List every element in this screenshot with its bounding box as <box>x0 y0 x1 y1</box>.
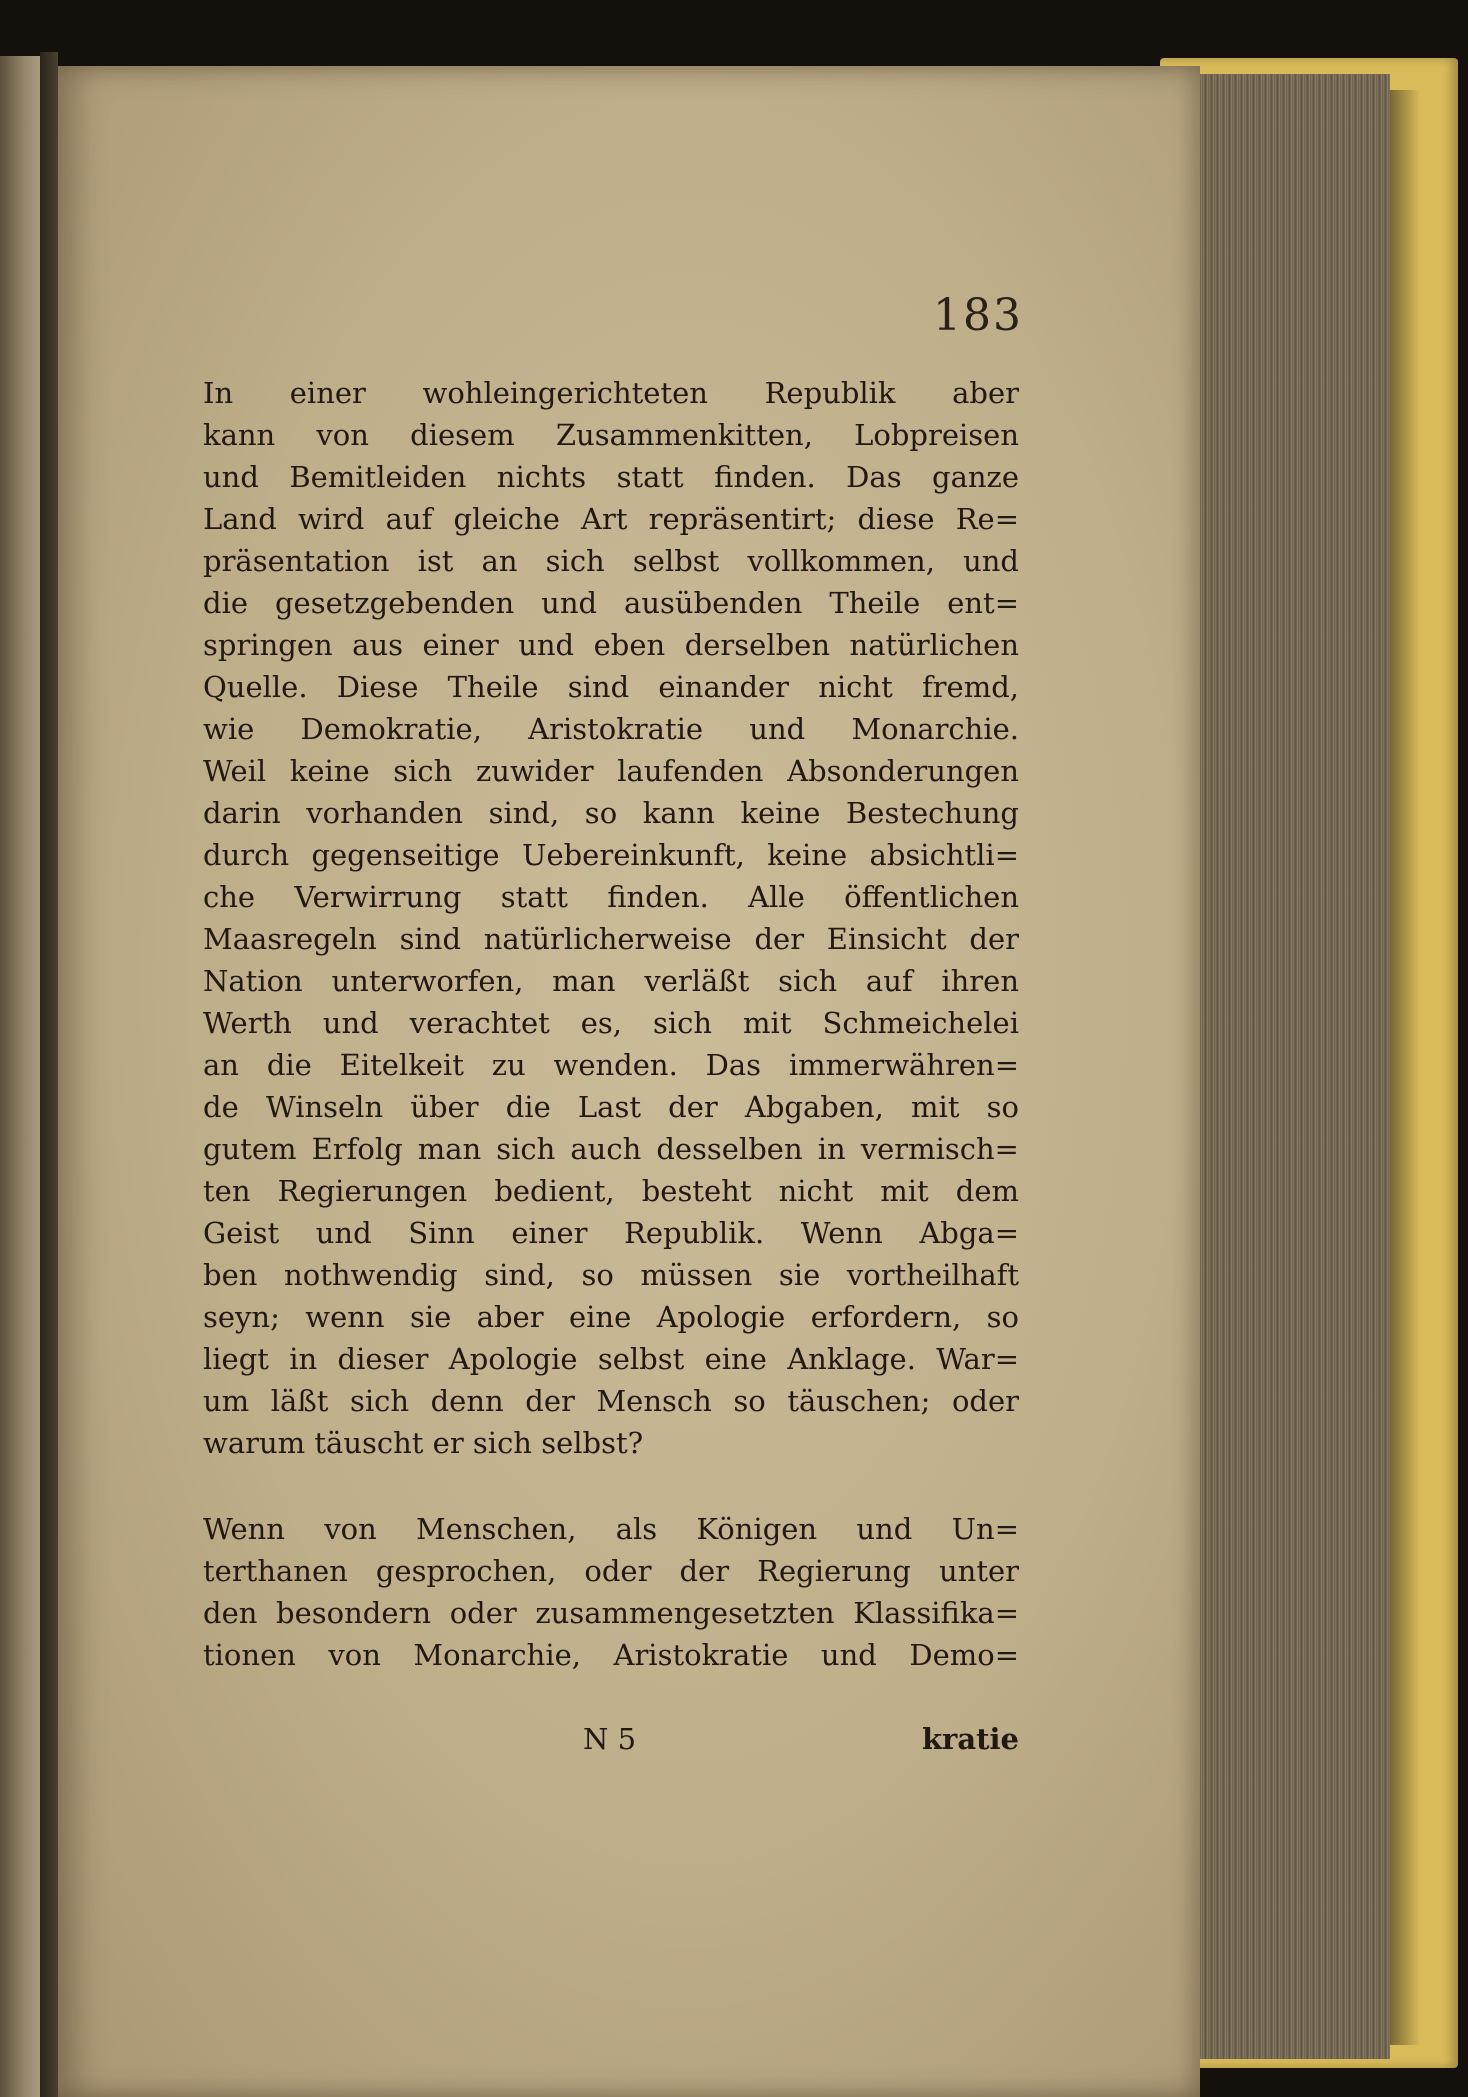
text-line: che Verwirrung statt finden. Alle öffentlichen <box>203 880 1019 914</box>
text-line: seyn; wenn sie aber eine Apologie erfordern, so <box>203 1300 1019 1334</box>
text-line: wie Demokratie, Aristokratie und Monarchie. <box>203 712 1019 746</box>
book-page <box>58 66 1200 2097</box>
text-line: kann von diesem Zusammenkitten, Lobpreisen <box>203 418 1019 452</box>
text-line: Werth und verachtet es, sich mit Schmeichelei <box>203 1006 1019 1040</box>
page-number: 183 <box>933 290 1023 341</box>
text-line: ben nothwendig sind, so müssen sie vortheilhaft <box>203 1258 1019 1292</box>
text-line: um läßt sich denn der Mensch so täuschen; oder <box>203 1384 1019 1418</box>
fore-edge-shadow <box>1390 90 1420 2045</box>
text-line: darin vorhanden sind, so kann keine Bestechung <box>203 796 1019 830</box>
book-gutter <box>40 52 58 2097</box>
text-line: präsentation ist an sich selbst vollkommen, und <box>203 544 1019 578</box>
signature-mark: N 5 <box>583 1722 637 1756</box>
catchword: kratie <box>921 1722 1019 1756</box>
text-line: an die Eitelkeit zu wenden. Das immerwähren= <box>203 1048 1019 1082</box>
text-line: Land wird auf gleiche Art repräsentirt; diese Re= <box>203 502 1019 536</box>
text-line: Nation unterworfen, man verläßt sich auf ihren <box>203 964 1019 998</box>
text-line: gutem Erfolg man sich auch desselben in vermisch= <box>203 1132 1019 1166</box>
text-line: Weil keine sich zuwider laufenden Absonderungen <box>203 754 1019 788</box>
text-line: Quelle. Diese Theile sind einander nicht fremd, <box>203 670 1019 704</box>
text-line: den besondern oder zusammengesetzten Klassifika= <box>203 1596 1019 1630</box>
text-line: liegt in dieser Apologie selbst eine Anklage. War= <box>203 1342 1019 1376</box>
text-line: die gesetzgebenden und ausübenden Theile ent= <box>203 586 1019 620</box>
text-line: Maasregeln sind natürlicherweise der Einsicht der <box>203 922 1019 956</box>
page-stack-fore-edge <box>1190 74 1390 2059</box>
text-line: Geist und Sinn einer Republik. Wenn Abga= <box>203 1216 1019 1250</box>
page-footer <box>203 1718 1019 1760</box>
text-line: ten Regierungen bedient, besteht nicht mit dem <box>203 1174 1019 1208</box>
text-line: warum täuscht er sich selbst? <box>203 1426 644 1460</box>
text-line: durch gegenseitige Uebereinkunft, keine absichtli= <box>203 838 1019 872</box>
text-line: terthanen gesprochen, oder der Regierung unter <box>203 1554 1019 1588</box>
text-line: springen aus einer und eben derselben natürlichen <box>203 628 1019 662</box>
text-line: und Bemitleiden nichts statt finden. Das ganze <box>203 460 1019 494</box>
text-line: de Winseln über die Last der Abgaben, mit so <box>203 1090 1019 1124</box>
text-line: In einer wohleingerichteten Republik aber <box>203 376 1019 410</box>
text-line: tionen von Monarchie, Aristokratie und Demo= <box>203 1638 1019 1672</box>
body-text <box>203 372 1019 1676</box>
text-line: Wenn von Menschen, als Königen und Un= <box>203 1512 1019 1546</box>
paragraph-gap <box>203 1464 1019 1508</box>
